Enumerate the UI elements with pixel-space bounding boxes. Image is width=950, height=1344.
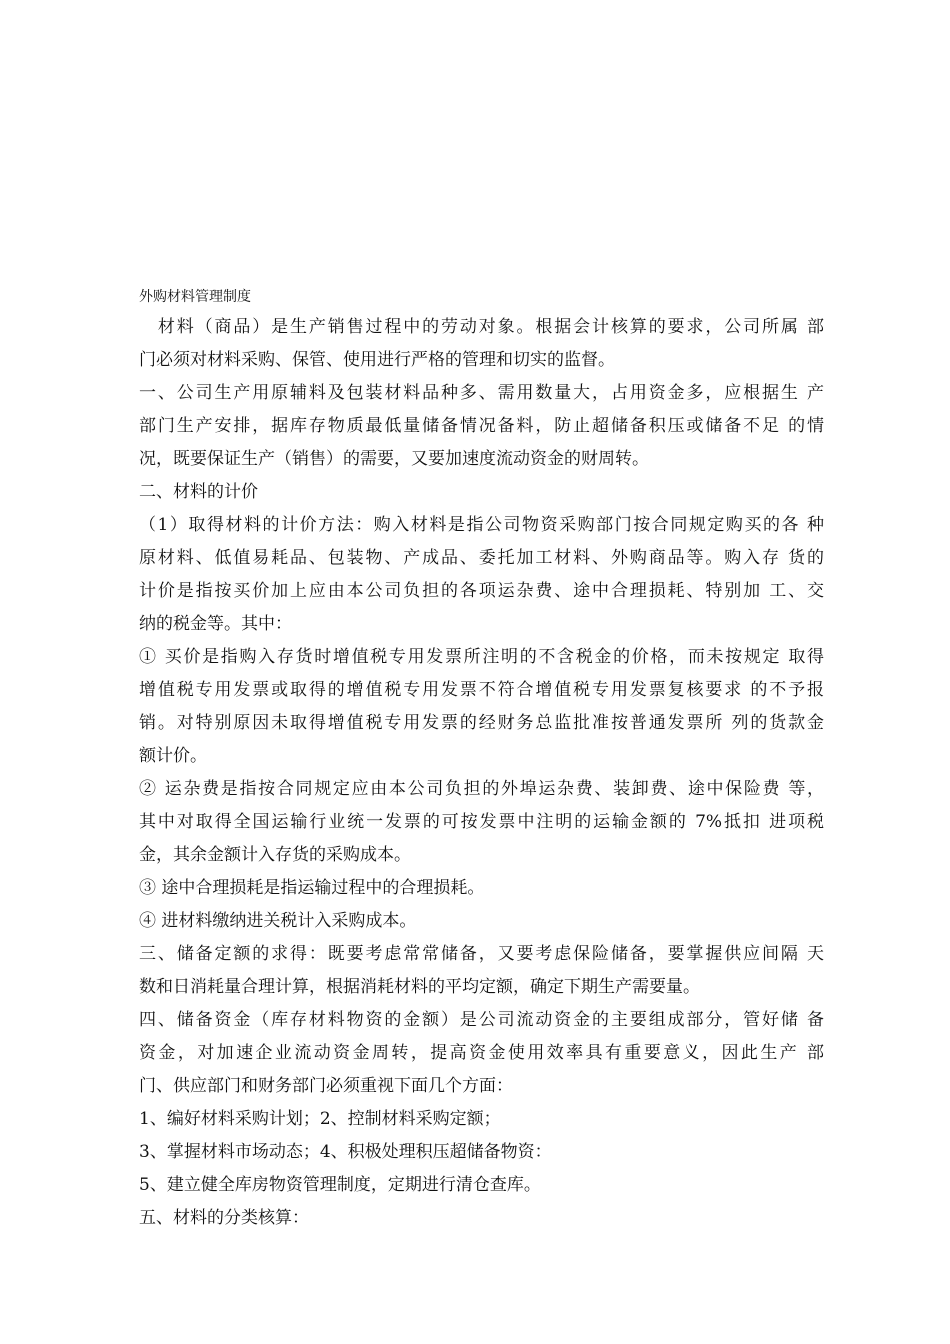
paragraph-line: 金，其余金额计入存货的采购成本。 bbox=[139, 845, 411, 865]
paragraph-line: 门、供应部门和财务部门必须重视下面几个方面： bbox=[139, 1076, 513, 1096]
paragraph-line: 额计价。 bbox=[139, 746, 207, 766]
paragraph-line: 数和日消耗量合理计算，根据消耗材料的平均定额，确定下期生产需要量。 bbox=[139, 977, 700, 997]
list-item: 1、编好材料采购计划；2、控制材料采购定额； bbox=[139, 1109, 501, 1129]
paragraph-line: 其中对取得全国运输行业统一发票的可按发票中注明的运输金额的 7%抵扣 进项税 bbox=[139, 812, 824, 832]
paragraph-line: ② 运杂费是指按合同规定应由本公司负担的外埠运杂费、装卸费、途中保险费 等， bbox=[139, 779, 824, 799]
paragraph-line: 销。对特别原因未取得增值税专用发票的经财务总监批准按普通发票所 列的货款金 bbox=[139, 713, 824, 733]
paragraph-line: 一、公司生产用原辅料及包装材料品种多、需用数量大，占用资金多，应根据生 产 bbox=[139, 383, 824, 403]
section-heading: 二、材料的计价 bbox=[139, 482, 258, 502]
paragraph-line: 部门生产安排，据库存物质最低量储备情况备料，防止超储备积压或储备不足 的情 bbox=[139, 416, 824, 436]
paragraph-line: 况，既要保证生产（销售）的需要，又要加速度流动资金的财周转。 bbox=[139, 449, 649, 469]
list-item: 3、掌握材料市场动态；4、积极处理积压超储备物资： bbox=[139, 1142, 552, 1162]
paragraph-line: 材料（商品）是生产销售过程中的劳动对象。根据会计核算的要求，公司所属 部 bbox=[139, 317, 824, 337]
document-title: 外购材料管理制度 bbox=[139, 289, 251, 305]
list-item: 5、建立健全库房物资管理制度，定期进行清仓查库。 bbox=[139, 1175, 541, 1195]
paragraph-line: ③ 途中合理损耗是指运输过程中的合理损耗。 bbox=[139, 878, 485, 898]
paragraph-line: 纳的税金等。其中： bbox=[139, 614, 292, 634]
paragraph-line: 计价是指按买价加上应由本公司负担的各项运杂费、途中合理损耗、特别加 工、交 bbox=[139, 581, 824, 601]
paragraph-line: 四、储备资金（库存材料物资的金额）是公司流动资金的主要组成部分，管好储 备 bbox=[139, 1010, 824, 1030]
paragraph-line: 增值税专用发票或取得的增值税专用发票不符合增值税专用发票复核要求 的不予报 bbox=[139, 680, 824, 700]
paragraph-line: ① 买价是指购入存货时增值税专用发票所注明的不含税金的价格，而未按规定 取得 bbox=[139, 647, 824, 667]
paragraph-line: 三、储备定额的求得：既要考虑常常储备，又要考虑保险储备，要掌握供应间隔 天 bbox=[139, 944, 824, 964]
paragraph-line: ④ 进材料缴纳进关税计入采购成本。 bbox=[139, 911, 417, 931]
paragraph-line: （1）取得材料的计价方法：购入材料是指公司物资采购部门按合同规定购买的各 种 bbox=[139, 515, 824, 535]
paragraph-line: 原材料、低值易耗品、包装物、产成品、委托加工材料、外购商品等。购入存 货的 bbox=[139, 548, 824, 568]
paragraph-line: 门必须对材料采购、保管、使用进行严格的管理和切实的监督。 bbox=[139, 350, 615, 370]
paragraph-line: 资金，对加速企业流动资金周转，提高资金使用效率具有重要意义，因此生产 部 bbox=[139, 1043, 824, 1063]
section-heading: 五、材料的分类核算： bbox=[139, 1208, 309, 1228]
document-body bbox=[139, 286, 824, 1235]
